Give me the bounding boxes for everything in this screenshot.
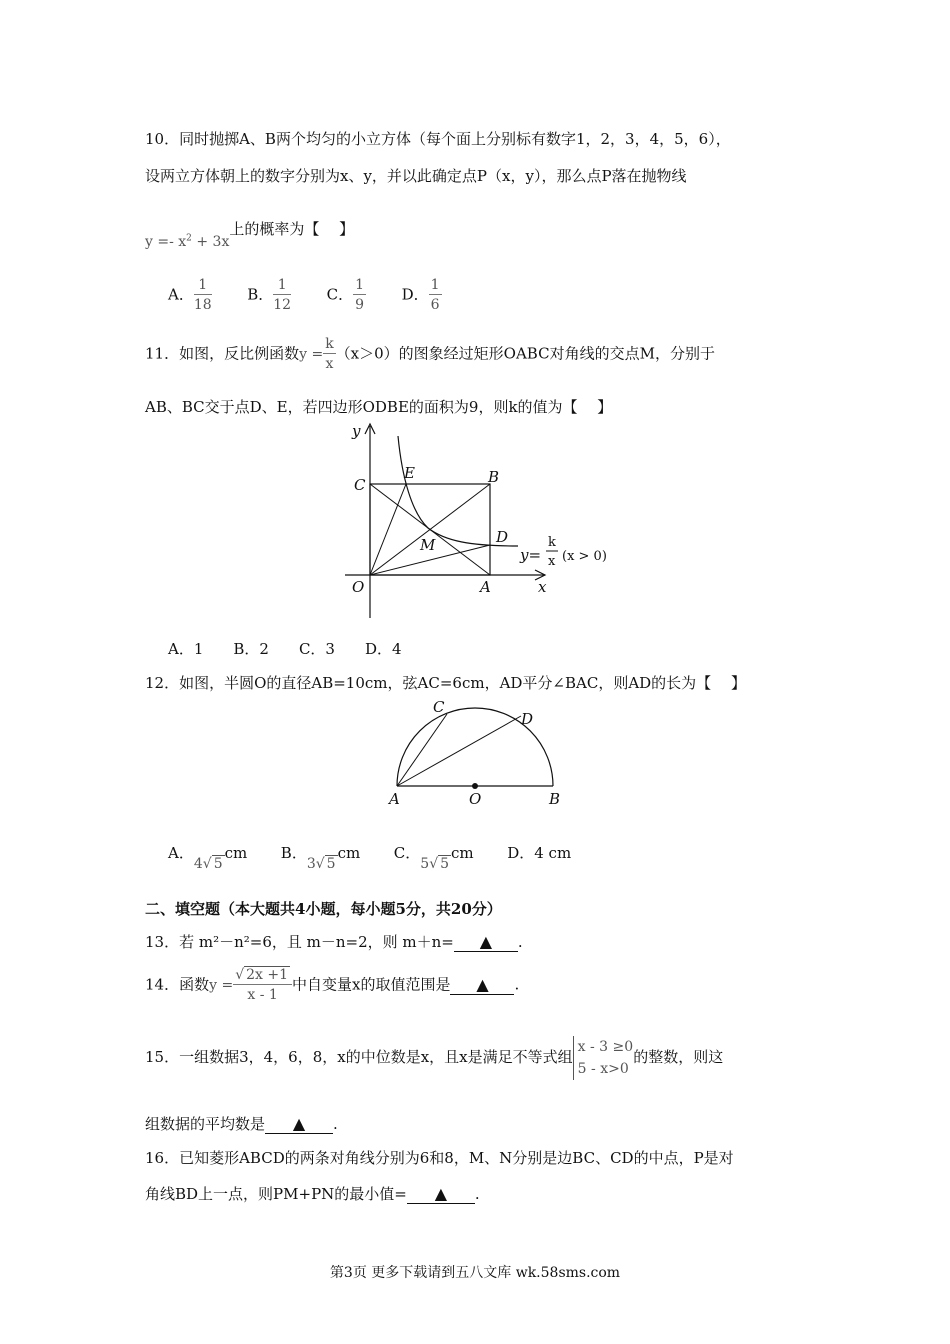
curve-label-lhs: y= [520, 546, 542, 564]
label-c: C [433, 698, 445, 716]
q11-line1: 11．如图，反比例函数y = $\frac{k}{x}$ （x＞0）的图象经过矩形OABC对角线的交点M，分别于 [145, 336, 715, 372]
q11-line2: AB、BC交于点D、E，若四边形ODBE的面积为9，则k的值为【 】 [145, 398, 613, 416]
q10-line3: $y =- x^2 + 3x$上的概率为【 】 [145, 220, 355, 250]
option-a-fraction: $\frac{1}{18}$ [193, 277, 212, 313]
inequality-system: x - 3 ≥0 5 - x>0 [573, 1036, 634, 1080]
label-a: A [480, 578, 491, 596]
q10-line2: 设两立方体朝上的数字分别为x、y，并以此确定点P（x，y），那么点P落在抛物线 [145, 167, 687, 185]
q10-options: A． $\frac{1}{18}$ B． $\frac{1}{12}$ C． $\frac{1}{9}$ D． $\frac{1}{6}$ [168, 277, 440, 313]
curve-label-num: k [548, 535, 556, 550]
curve-label-cond: (x > 0) [562, 549, 607, 564]
label-e: E [404, 464, 415, 482]
page-footer: 第3页 更多下载请到五八文库 wk.58sms.com [329, 1265, 621, 1281]
label-m: M [420, 536, 436, 554]
q16-line1: 16．已知菱形ABCD的两条对角线分别为6和8，M、N分别是边BC、CD的中点，P是对 [145, 1149, 734, 1167]
label-o: O [352, 578, 365, 596]
label-a: A [389, 790, 400, 808]
q10-formula: $y =- x^2 + 3x$ [145, 233, 230, 250]
label-b: B [549, 790, 561, 808]
label-y-axis: y [352, 422, 361, 440]
q10-line1: 10．同时抛掷A、B两个均匀的小立方体（每个面上分别标有数字1，2，3，4，5，6）， [145, 130, 731, 148]
label-b: B [488, 468, 500, 486]
option-d-fraction: $\frac{1}{6}$ [430, 277, 440, 313]
rectangle-hyperbola-figure [340, 418, 620, 623]
label-o: O [469, 790, 482, 808]
label-x-axis: x [538, 578, 547, 596]
blank-triangle-icon: ▲ [476, 974, 489, 994]
q12-line1: 12．如图，半圆O的直径AB=10cm，弦AC=6cm，AD平分∠BAC，则AD的长为【 】 [145, 674, 746, 692]
q12-options: A．4√ 5cm B．3√ 5cm C．5√ 5cm D．4 cm [168, 844, 572, 872]
q13: 13．若 m²－n²=6，且 m－n=2，则 m＋n= ▲ . [145, 932, 523, 951]
label-d: D [496, 528, 509, 546]
blank-triangle-icon: ▲ [434, 1184, 448, 1203]
curve-label-den: x [548, 554, 556, 569]
blank-triangle-icon: ▲ [292, 1114, 306, 1133]
label-c: C [354, 476, 366, 494]
semicircle-figure [385, 696, 565, 808]
q15-line1: 15．一组数据3，4，6，8，x的中位数是x，且x是满足不等式组 x - 3 ≥0 5 - x>0 的整数，则这 [145, 1036, 723, 1080]
label-d: D [521, 710, 534, 728]
section-2-title: 二、填空题（本大题共4小题，每小题5分，共20分） [145, 900, 502, 918]
q11-options: A．1 B．2 C．3 D．4 [168, 640, 402, 658]
option-c-fraction: $\frac{1}{9}$ [355, 277, 365, 313]
q15-line2: 组数据的平均数是 ▲ . [145, 1114, 338, 1133]
q16-line2: 角线BD上一点，则PM+PN的最小值= ▲ . [145, 1184, 480, 1203]
q14: 14．函数y = $\frac{√ 2x +1}{x - 1}$ 中自变量x的取值范围是 ▲ . [145, 967, 520, 1003]
blank-triangle-icon: ▲ [479, 932, 493, 951]
option-b-fraction: $\frac{1}{12}$ [273, 277, 292, 313]
